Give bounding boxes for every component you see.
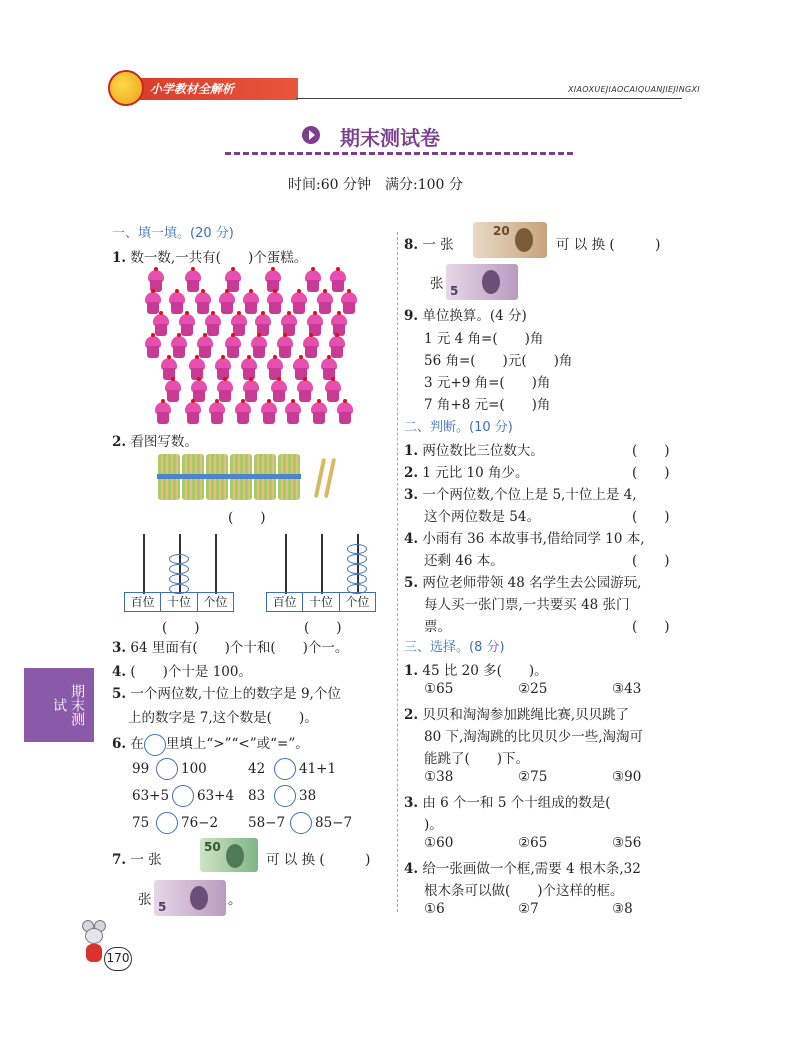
cupcake-icon [209, 402, 225, 424]
judge-2-mark: ( ) [632, 465, 670, 481]
unit-conversion-1: 1 元 4 角=( )角 [424, 331, 544, 347]
cupcake-icon [148, 270, 164, 292]
cupcake-icon [321, 358, 337, 380]
unit-conversion-3: 3 元+9 角=( )角 [424, 375, 551, 391]
abacus-1 [124, 532, 234, 612]
cupcake-icon [330, 270, 346, 292]
judge-4-line-2: 还剩 46 本。 [424, 553, 504, 569]
time-info: 时间:60 分钟 满分:100 分 [288, 177, 463, 193]
compare-row-2: 63+5 63+4 83 38 [132, 785, 372, 807]
play-icon [302, 126, 320, 144]
cupcake-icon [185, 270, 201, 292]
stick-bundle [278, 454, 300, 500]
judge-1-mark: ( ) [632, 443, 670, 459]
cupcake-icon [303, 336, 319, 358]
cupcake-icon [285, 402, 301, 424]
section-1-title: 一、填一填。(20 分) [112, 226, 234, 241]
cupcake-figure [145, 270, 355, 426]
answer-circle[interactable] [156, 812, 178, 834]
cupcake-icon [217, 380, 233, 402]
answer-circle[interactable] [290, 812, 312, 834]
cupcake-icon [197, 336, 213, 358]
cupcake-icon [205, 314, 221, 336]
series-pinyin: XIAOXUEJIAOCAIQUANJIEJINGXI [568, 85, 700, 94]
compare-row-3: 75 76−2 58−7 85−7 [132, 812, 372, 834]
cupcake-icon [179, 314, 195, 336]
question-6: 6. 在 里填上“>”“<”或“=”。 [112, 732, 309, 756]
abacus-bead [347, 544, 367, 554]
banknote-5-yuan: 5 [154, 880, 226, 916]
stick-bundles-figure [158, 454, 348, 504]
choice-3-line-2: )。 [424, 817, 443, 833]
choice-3-options: ①60 ②65 ③56 [424, 835, 642, 851]
judge-5-line-2: 每人买一张门票,一共要买 48 张门 [424, 597, 630, 613]
cupcake-icon [331, 314, 347, 336]
cupcake-icon [305, 270, 321, 292]
abacus-bead [169, 564, 189, 574]
stick-bundle [158, 454, 180, 500]
choice-2-line-3: 能跳了( )下。 [424, 751, 530, 767]
judge-4: 4. 小雨有 36 本故事书,借给同学 10 本, [404, 531, 645, 547]
choice-1-options: ①65 ②25 ③43 [424, 681, 642, 697]
cupcake-icon [243, 380, 259, 402]
cupcake-icon [195, 292, 211, 314]
question-8-exchange: 可 以 换 ( ) [556, 237, 661, 253]
question-2: 2. 看图写数。 [112, 434, 198, 450]
cupcake-icon [169, 292, 185, 314]
abacus-bead [169, 574, 189, 584]
answer-blank-abacus-2: ( ) [304, 620, 342, 636]
answer-blank-q2: ( ) [228, 510, 266, 526]
cupcake-icon [277, 336, 293, 358]
choice-4-options: ①6 ②7 ③8 [424, 901, 633, 917]
choice-2: 2. 贝贝和淘淘参加跳绳比赛,贝贝跳了 [404, 707, 630, 723]
question-9: 9. 单位换算。(4 分) [404, 308, 527, 324]
abacus-bead [347, 554, 367, 564]
page-title: 期末测试卷 [340, 126, 440, 150]
question-4: 4. ( )个十是 100。 [112, 664, 252, 680]
cupcake-icon [329, 336, 345, 358]
choice-2-line-2: 80 下,淘淘跳的比贝贝少一些,淘淘可 [424, 729, 644, 745]
abacus-bead [347, 574, 367, 584]
cupcake-icon [243, 292, 259, 314]
cupcake-icon [225, 336, 241, 358]
question-3: 3. 64 里面有( )个十和( )个一。 [112, 640, 349, 656]
answer-blank-abacus-1: ( ) [162, 620, 200, 636]
cupcake-icon [311, 402, 327, 424]
choice-1: 1. 45 比 20 多( )。 [404, 663, 548, 679]
page-number: 170 [104, 947, 132, 971]
cupcake-icon [293, 358, 309, 380]
choice-3: 3. 由 6 个一和 5 个十组成的数是( [404, 795, 611, 811]
abacus-bead [347, 564, 367, 574]
place-value-labels: 百位 十位 个位 [124, 592, 234, 612]
cupcake-icon [165, 380, 181, 402]
question-7-line-2: 张 [138, 892, 152, 908]
judge-4-mark: ( ) [632, 553, 670, 569]
cupcake-icon [337, 402, 353, 424]
answer-circle[interactable] [172, 785, 194, 807]
banknote-50-yuan: 50 [200, 838, 258, 872]
answer-circle[interactable] [156, 758, 178, 780]
question-5-line-1: 5. 一个两位数,十位上的数字是 9,个位 [112, 686, 341, 702]
banknote-20-yuan: 20 [473, 222, 547, 258]
cupcake-icon [297, 380, 313, 402]
cupcake-icon [153, 314, 169, 336]
cupcake-icon [267, 358, 283, 380]
abacus-2 [266, 532, 376, 612]
header-rule [296, 98, 682, 99]
judge-3: 3. 一个两位数,个位上是 5,十位上是 4, [404, 487, 637, 503]
judge-5-line-3: 票。 [424, 619, 451, 635]
judge-3-mark: ( ) [632, 509, 670, 525]
choice-4: 4. 给一张画做一个框,需要 4 根木条,32 [404, 861, 641, 877]
answer-circle[interactable] [274, 758, 296, 780]
judge-5-mark: ( ) [632, 619, 670, 635]
cupcake-icon [261, 402, 277, 424]
column-divider [397, 232, 398, 912]
stick-bundle [254, 454, 276, 500]
cupcake-icon [185, 402, 201, 424]
single-stick [324, 458, 336, 498]
stick-bundle [182, 454, 204, 500]
banknote-5-yuan: 5 [446, 264, 518, 300]
unit-conversion-2: 56 角=( )元( )角 [424, 353, 573, 369]
side-tab: 期末测试 [24, 668, 94, 742]
unit-conversion-4: 7 角+8 元=( )角 [424, 397, 551, 413]
title-underline [225, 152, 573, 155]
question-7-exchange: 可 以 换 ( ) [266, 852, 371, 868]
cupcake-icon [171, 336, 187, 358]
series-logo-icon [108, 70, 144, 106]
cupcake-icon [271, 380, 287, 402]
abacus-bead [169, 554, 189, 564]
section-3-title: 三、选择。(8 分) [404, 640, 505, 655]
cupcake-icon [291, 292, 307, 314]
cupcake-icon [325, 380, 341, 402]
choice-2-options: ①38 ②75 ③90 [424, 769, 642, 785]
cupcake-icon [267, 292, 283, 314]
stick-bundle [206, 454, 228, 500]
compare-row-1: 99 100 42 41+1 [132, 758, 372, 780]
judge-5: 5. 两位老师带领 48 名学生去公园游玩, [404, 575, 642, 591]
cupcake-icon [219, 292, 235, 314]
cupcake-icon [145, 336, 161, 358]
stick-bundle [230, 454, 252, 500]
cupcake-icon [161, 358, 177, 380]
section-2-title: 二、判断。(10 分) [404, 420, 513, 435]
answer-circle[interactable] [274, 785, 296, 807]
cupcake-icon [155, 402, 171, 424]
question-8: 8. 一 张 [404, 237, 454, 253]
cupcake-icon [317, 292, 333, 314]
judge-2: 2. 1 元比 10 角少。 [404, 465, 529, 481]
cupcake-icon [251, 336, 267, 358]
question-7: 7. 一 张 [112, 852, 162, 868]
question-1: 1. 数一数,一共有( )个蛋糕。 [112, 250, 308, 266]
series-name: 小学教材全解析 [150, 82, 235, 96]
question-7-end: 。 [228, 892, 242, 908]
cupcake-icon [235, 402, 251, 424]
judge-3-line-2: 这个两位数是 54。 [424, 509, 540, 525]
judge-1: 1. 两位数比三位数大。 [404, 443, 544, 459]
place-value-labels: 百位 十位 个位 [266, 592, 376, 612]
compare-circle-icon [144, 734, 166, 756]
cupcake-icon [341, 292, 357, 314]
choice-4-line-2: 根木条可以做( )个这样的框。 [424, 883, 624, 899]
question-8-line-2: 张 [430, 276, 444, 292]
question-5-line-2: 上的数字是 7,这个数是( )。 [128, 710, 318, 726]
